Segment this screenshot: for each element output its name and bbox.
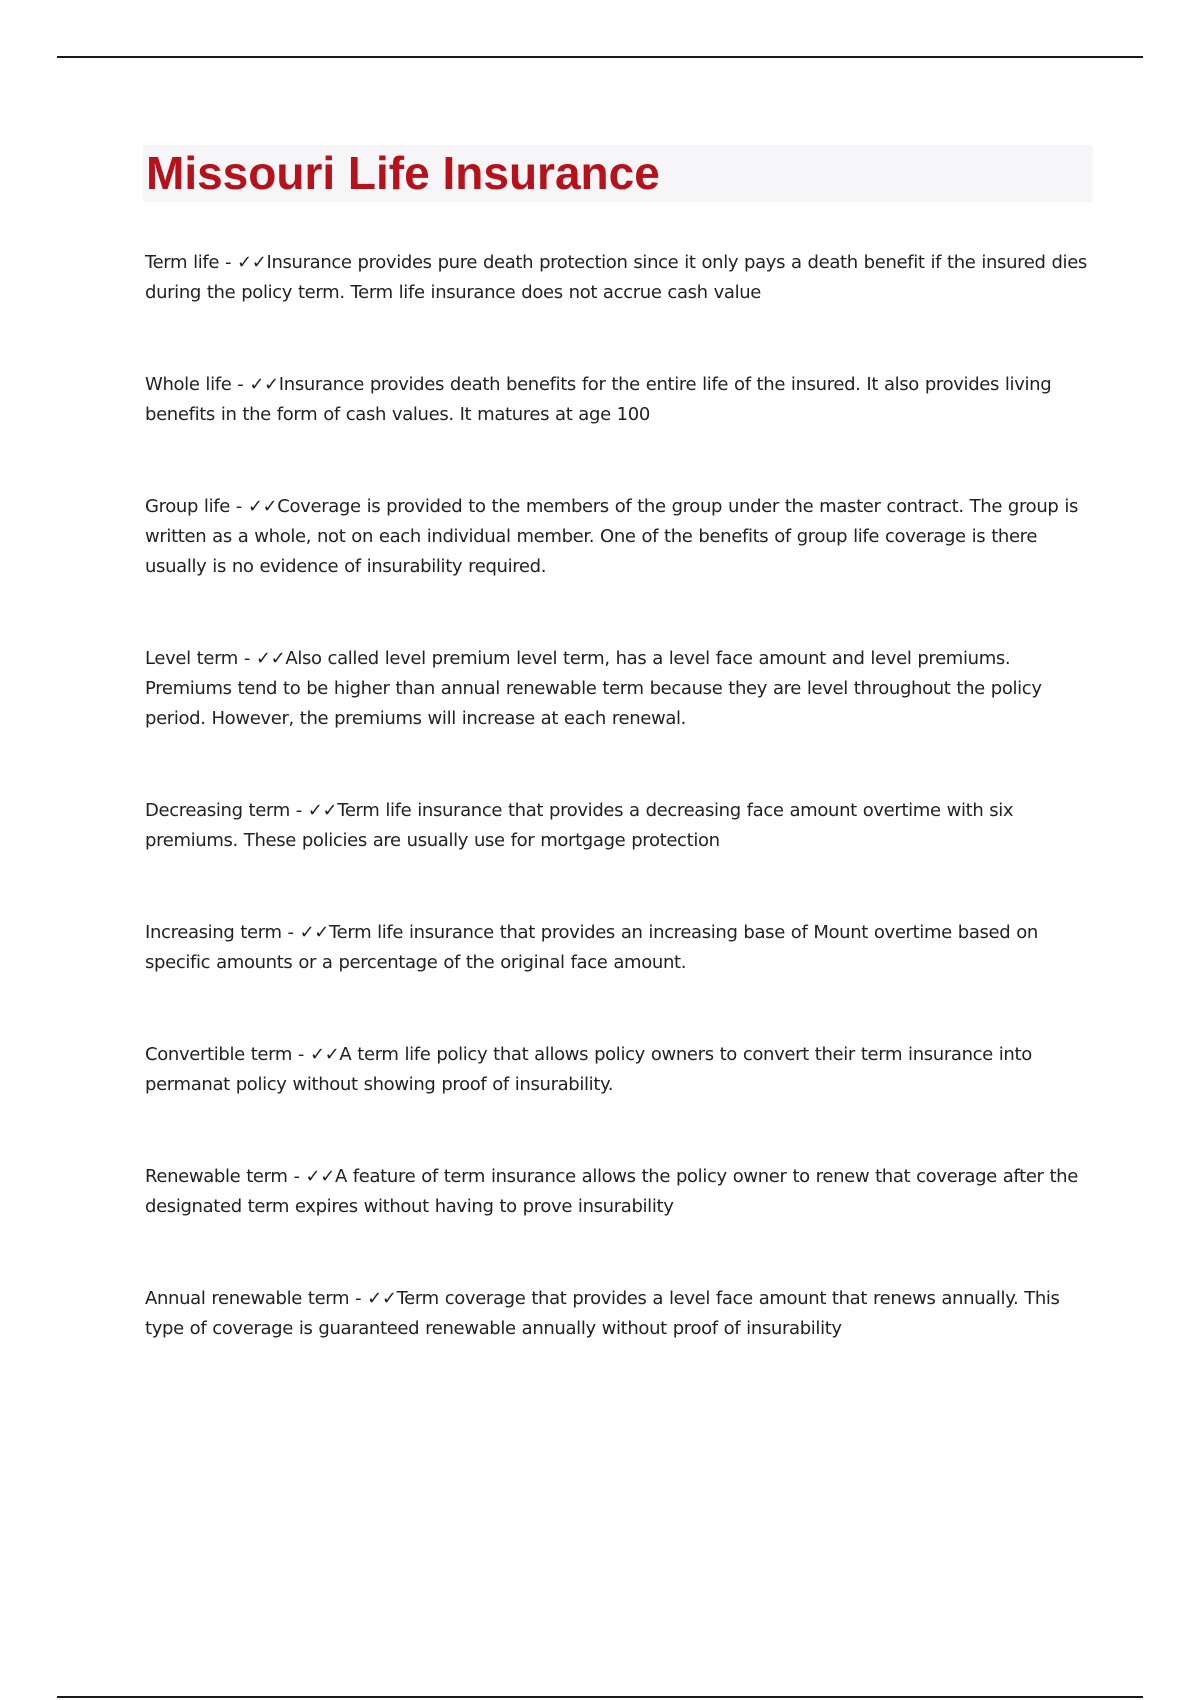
entry-separator: - — [238, 648, 256, 669]
entry-definition: Insurance provides death benefits for the entire life of the insured. It also provides living benefits in the form of cash values. It matures at age 100 — [145, 374, 1052, 425]
entry-convertible-term — [145, 1040, 1090, 1100]
bottom-rule — [57, 1696, 1143, 1698]
entry-term: Annual renewable term — [145, 1288, 350, 1309]
double-check-icon: ✓✓ — [249, 374, 279, 395]
entry-group-life — [145, 492, 1090, 582]
entry-definition: Insurance provides pure death protection since it only pays a death benefit if the insured dies during the policy term. Term life insurance does not accrue cash value — [145, 252, 1087, 303]
entry-separator: - — [219, 252, 238, 273]
double-check-icon: ✓✓ — [367, 1288, 397, 1309]
entry-term: Group life — [145, 496, 230, 517]
double-check-icon: ✓✓ — [307, 800, 338, 821]
entry-term: Term life — [145, 252, 220, 273]
entry-definition: Term coverage that provides a level face amount that renews annually. This type of coverage is guaranteed renewable annually without proof of insurability — [145, 1288, 1060, 1339]
entry-definition: Term life insurance that provides a decreasing face amount overtime with six premiums. These policies are usually use for mortgage protection — [145, 800, 1014, 851]
entry-annual-renewable-term — [145, 1284, 1090, 1344]
entry-separator: - — [349, 1288, 368, 1309]
entry-decreasing-term — [145, 796, 1090, 856]
entry-separator: - — [289, 800, 308, 821]
top-rule — [57, 56, 1143, 58]
entry-term: Convertible term — [145, 1044, 293, 1065]
entry-definition: A feature of term insurance allows the policy owner to renew that coverage after the designated term expires without having to prove insurability — [145, 1166, 1078, 1217]
entry-increasing-term — [145, 918, 1090, 978]
entry-term: Level term — [145, 648, 238, 669]
title-band — [143, 145, 1093, 202]
entry-definition: Term life insurance that provides an increasing base of Mount overtime based on specific amounts or a percentage of the original face amount. — [145, 922, 1038, 973]
entry-separator: - — [292, 1044, 310, 1065]
entry-whole-life — [145, 370, 1090, 430]
page-title: Missouri Life Insurance — [146, 147, 660, 199]
entry-definition: Coverage is provided to the members of the group under the master contract. The group is written as a whole, not on each individual member. One of the benefits of group life coverage is there usually is no evidence of insurability required. — [145, 496, 1079, 577]
entry-term: Renewable term — [145, 1166, 288, 1187]
entry-term: Increasing term — [145, 922, 282, 943]
double-check-icon: ✓✓ — [247, 496, 278, 517]
entry-definition: Also called level premium level term, has a level face amount and level premiums. Premiums tend to be higher than annual renewable term because they are level throughout the policy period. However, the premiums will increase at each renewal. — [145, 648, 1042, 729]
entry-separator: - — [229, 496, 248, 517]
entry-term: Whole life — [145, 374, 232, 395]
entry-definition: A term life policy that allows policy owners to convert their term insurance into permanat policy without showing proof of insurability. — [145, 1044, 1032, 1095]
double-check-icon: ✓✓ — [255, 648, 286, 669]
double-check-icon: ✓✓ — [309, 1044, 340, 1065]
entry-level-term — [145, 644, 1090, 734]
entry-separator: - — [287, 1166, 306, 1187]
double-check-icon: ✓✓ — [237, 252, 267, 273]
entry-term: Decreasing term — [145, 800, 290, 821]
entry-separator: - — [281, 922, 300, 943]
entry-renewable-term — [145, 1162, 1090, 1222]
double-check-icon: ✓✓ — [299, 922, 330, 943]
entry-term-life — [145, 248, 1090, 308]
double-check-icon: ✓✓ — [305, 1166, 335, 1187]
entry-list — [145, 248, 1090, 1406]
entry-separator: - — [231, 374, 250, 395]
